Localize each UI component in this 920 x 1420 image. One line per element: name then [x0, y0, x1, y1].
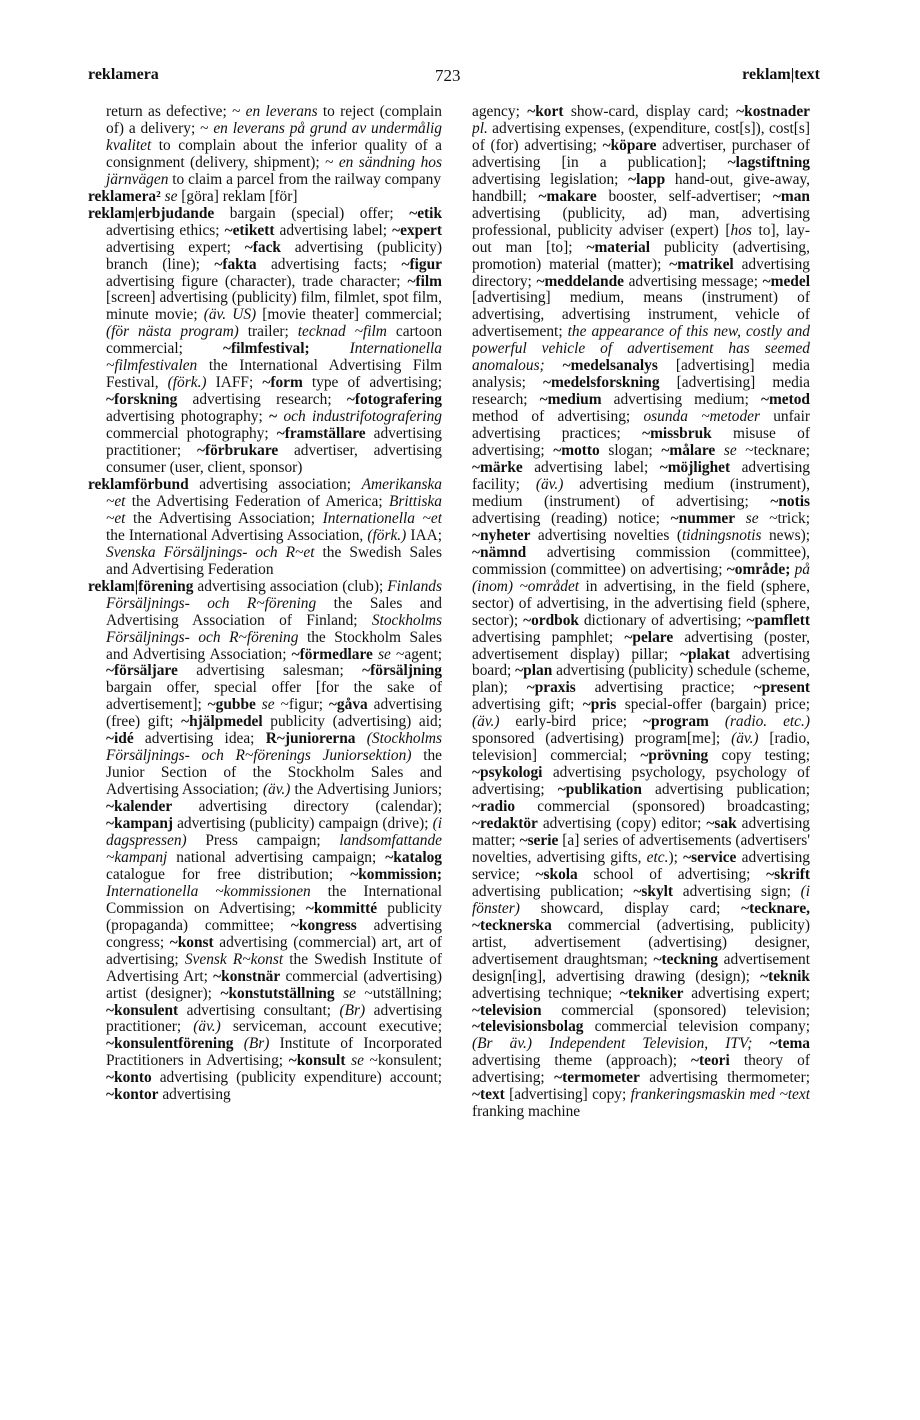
right-column — [472, 104, 810, 1404]
dictionary-entry: reklam|erbjudande bargain (special) offer; ~etik advertising ethics; ~etikett advertising label; ~expert advertising expert; ~fack advertising (publicity) branch (line); ~fakta advertising facts; ~figur advertising figure (character), trade character; ~film [screen] advertising (publicity) film, filmlet, spot film, minute movie; (äv. US) [movie theater] commercial; (för nästa program) trailer; tecknad ~film cartoon commercial; ~filmfestival; Internationella ~filmfestivalen the International Advertising Film Festival, (förk.) IAFF; ~form type of advertising; ~forskning advertising research; ~fotografering advertising photography; ~ och industrifotografering commercial photography; ~framställare advertising practitioner; ~förbrukare advertiser, advertising consumer (user, client, sponsor) — [88, 204, 442, 477]
page-number: 723 — [435, 66, 461, 85]
dictionary-entry: reklamförbund advertising association; Amerikanska ~et the Advertising Federation of America; Brittiska ~et the Advertising Association; Internationella ~et the International Advertising Association, (förk.) IAA; Svenska Försäljnings- och R~et the Swedish Sales and Advertising Federation — [88, 475, 442, 578]
running-head-right: reklam|text — [742, 66, 820, 83]
running-head-left: reklamera — [88, 66, 159, 83]
dictionary-entry: agency; ~kort show-card, display card; ~kostnader pl. advertising expenses, (expenditure, cost[s]), cost[s] of (for) advertising; ~köpare advertiser, purchaser of advertising [in a publication]; ~lagstiftning advertising legislation; ~lapp hand-out, give-away, handbill; ~makare booster, self-advertiser; ~man advertising (publicity, ad) man, advertising professional, publicity adviser (expert) [hos to], lay-out man [to]; ~material publicity (advertising, promotion) material (matter); ~matrikel advertising directory; ~meddelande advertising message; ~medel [advertising] medium, means (instrument) of advertising, advertising instrument, vehicle of advertisement; the appearance of this new, costly and powerful vehicle of advertisement has seemed anomalous; ~medelsanalys [advertising] media analysis; ~medelsforskning [advertising] media research; ~medium advertising medium; ~metod method of advertising; osunda ~metoder unfair advertising practices; ~missbruk misuse of advertising; ~motto slogan; ~målare se ~tecknare; ~märke advertising label; ~möjlighet advertising facility; (äv.) advertising medium (instrument), medium (instrument) of advertising; ~notis advertising (reading) notice; ~nummer se ~trick; ~nyheter advertising novelties (tidningsnotis news); ~nämnd advertising commission (committee), commission (committee) on advertising; ~område; på (inom) ~området in advertising, in the field (sphere, sector) of advertising, in the advertising field (sphere, sector); ~ordbok dictionary of advertising; ~pamflett advertising pamphlet; ~pelare advertising (poster, advertisement display) pillar; ~plakat advertising board; ~plan advertising (publicity) schedule (scheme, plan); ~praxis advertising practice; ~present advertising gift; ~pris special-offer (bargain) price; (äv.) early-bird price; ~program (radio. etc.) sponsored (advertising) program[me]; (äv.) [radio, television] commercial; ~prövning copy testing; ~psykologi advertising psychology, psychology of advertising; ~publikation advertising publication; ~radio commercial (sponsored) broadcasting; ~redaktör advertising (copy) editor; ~sak advertising matter; ~serie [a] series of advertisements (advertisers' novelties, advertising gifts, etc.); ~service advertising service; ~skola school of advertising; ~skrift advertising publication; ~skylt advertising sign; (i fönster) showcard, display card; ~tecknare, ~tecknerska commercial (advertising, publicity) artist, advertisement (advertising) designer, advertisement draughtsman; ~teckning advertisement design[ing], advertising drawing (design); ~teknik advertising technique; ~tekniker advertising expert; ~television commercial (sponsored) television; ~televisionsbolag commercial television company; (Br äv.) Independent Television, ITV; ~tema advertising theme (approach); ~teori theory of advertising; ~termometer advertising thermometer; ~text [advertising] copy; frankeringsmaskin med ~text franking machine — [472, 104, 810, 1121]
dictionary-entry: return as defective; ~ en leverans to reject (complain of) a delivery; ~ en leverans på grund av undermålig kvalitet to complain about the inferior quality of a consignment (delivery, shipment); ~ en sändning hos järnvägen to claim a parcel from the railway company — [106, 104, 442, 188]
dictionary-entry: reklamera² se [göra] reklam [för] — [88, 187, 298, 205]
dictionary-entry: reklam|förening advertising association (club); Finlands Försäljnings- och R~förening the Sales and Advertising Association of Finland; Stockholms Försäljnings- och R~förening the Stockholm Sales and Advertising Association; ~förmedlare se ~agent; ~försäljare advertising salesman; ~försäljning bargain offer, special offer [for the sake of advertisement]; ~gubbe se ~figur; ~gåva advertising (free) gift; ~hjälpmedel publicity (advertising) aid; ~idé advertising idea; R~juniorerna (Stockholms Försäljnings- och R~förenings Juniorsektion) the Junior Section of the Stockholm Sales and Advertising Association; (äv.) the Advertising Juniors; ~kalender advertising directory (calendar); ~kampanj advertising (publicity) campaign (drive); (i dagspressen) Press campaign; landsomfattande ~kampanj national advertising campaign; ~katalog catalogue for free distribution; ~kommission; Internationella ~kommissionen the International Commission on Advertising; ~kommitté publicity (propaganda) committee; ~kongress advertising congress; ~konst advertising (commercial) art, art of advertising; Svensk R~konst the Swedish Institute of Advertising Art; ~konstnär commercial (advertising) artist (designer); ~konstutställning se ~utställning; ~konsulent advertising consultant; (Br) advertising practitioner; (äv.) serviceman, account executive; ~konsulentförening (Br) Institute of Incorporated Practitioners in Advertising; ~konsult se ~konsulent; ~konto advertising (publicity expenditure) account; ~kontor advertising — [88, 577, 442, 1104]
left-column — [88, 104, 442, 1404]
